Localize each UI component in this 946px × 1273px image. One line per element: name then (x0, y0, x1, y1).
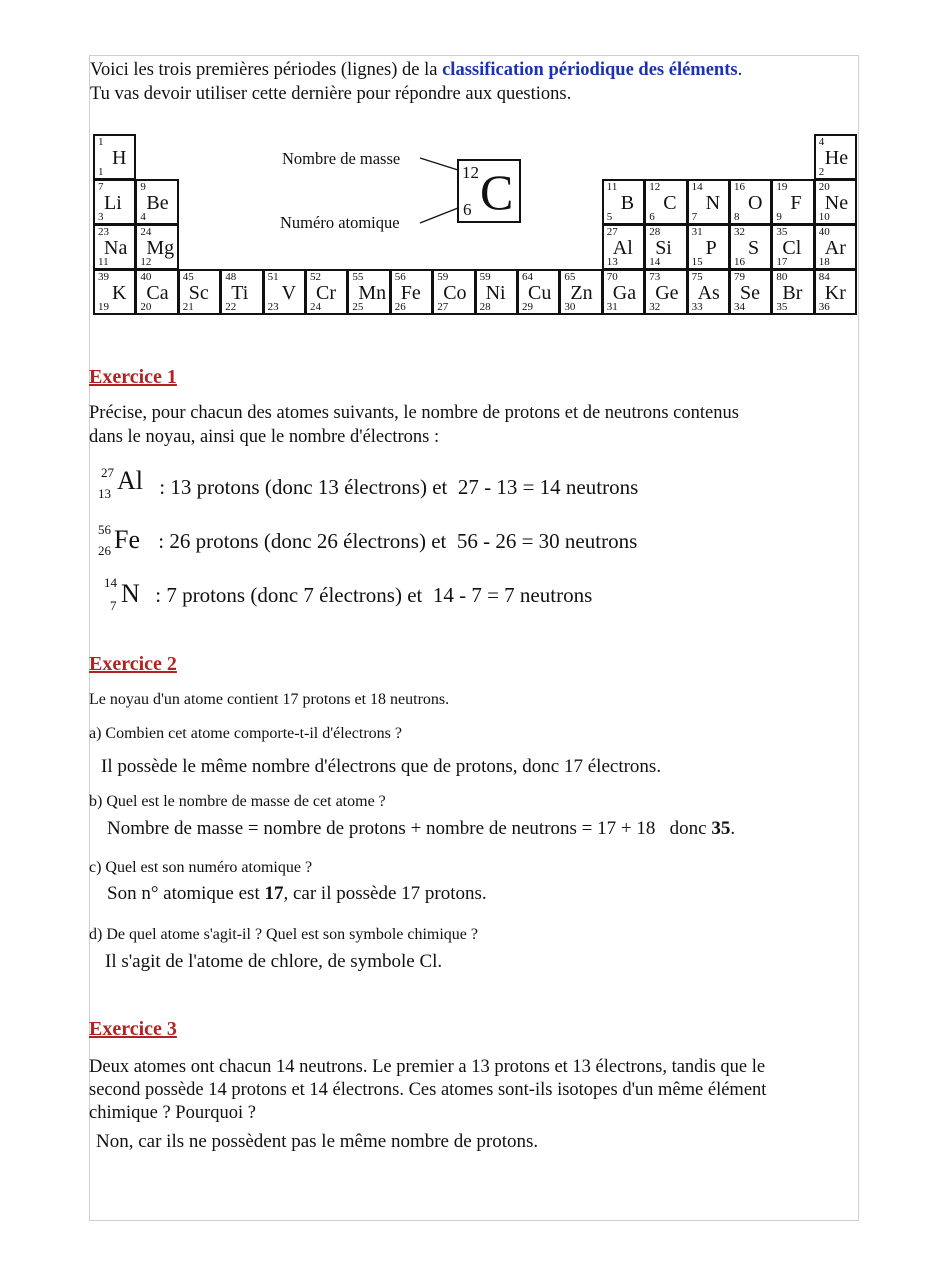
element-mass: 40 (140, 271, 152, 283)
answer-c (107, 883, 487, 905)
element-mass: 4 (818, 136, 825, 148)
answer-b-text: Nombre de masse = nombre de protons + nombre de neutrons = 17 + 18 donc (107, 818, 712, 839)
element-atomic-number: 13 (606, 256, 618, 268)
example-element-cell (457, 159, 521, 223)
exercise-1-prompt-2: dans le noyau, ainsi que le nombre d'électrons : (89, 427, 440, 447)
element-mass: 1 (98, 136, 104, 148)
element-symbol: N (705, 192, 721, 214)
element-atomic-number: 19 (98, 301, 109, 313)
exercise-2-title: Exercice 2 (89, 653, 177, 675)
element-symbol: V (281, 282, 297, 304)
exercise-3-line-3: chimique ? Pourquoi ? (89, 1103, 256, 1123)
element-mass: 48 (225, 271, 237, 283)
element-symbol: Br (782, 282, 803, 304)
answer-b (107, 818, 735, 840)
element-atomic-number: 31 (606, 301, 618, 313)
element-atomic-number: 18 (818, 256, 830, 268)
element-mass: 75 (691, 271, 703, 283)
fe-symbol: Fe (114, 525, 140, 554)
element-mass: 51 (267, 271, 279, 283)
element-symbol: Sc (188, 282, 209, 304)
mass-arrow (420, 158, 458, 170)
element-symbol: Be (146, 192, 169, 214)
element-symbol: Si (655, 237, 672, 259)
element-mass: 23 (98, 226, 109, 238)
element-atomic-number: 6 (649, 211, 655, 223)
element-mass: 40 (818, 226, 830, 238)
element-mass: 19 (776, 181, 788, 193)
element-atomic-number: 27 (437, 301, 449, 313)
element-mass: 45 (182, 271, 194, 283)
element-symbol: Ge (655, 282, 679, 304)
element-mass: 16 (734, 181, 745, 193)
element-mass: 84 (818, 271, 830, 283)
element-symbol: Al (612, 237, 633, 259)
element-mass: 35 (776, 226, 788, 238)
element-mass: 27 (606, 226, 618, 238)
element-atomic-number: 15 (691, 256, 703, 268)
example-symbol: C (480, 164, 514, 220)
element-mass: 52 (310, 271, 321, 283)
element-atomic-number: 28 (479, 301, 491, 313)
mass-number-label: Nombre de masse (282, 149, 401, 168)
element-symbol: Zn (570, 282, 593, 304)
element-atomic-number: 29 (522, 301, 533, 313)
fe-z: 26 (98, 543, 111, 558)
al-z: 13 (98, 486, 111, 501)
element-symbol: B (620, 192, 635, 214)
element-atomic-number: 10 (818, 211, 830, 223)
element-atomic-number: 2 (818, 166, 825, 178)
fe-mass: 56 (98, 522, 111, 537)
question-d: d) De quel atome s'agit-il ? Quel est son symbole chimique ? (89, 926, 479, 943)
element-mass: 73 (649, 271, 661, 283)
element-atomic-number: 11 (98, 256, 109, 268)
example-z: 6 (463, 200, 472, 219)
element-mass: 28 (649, 226, 661, 238)
element-atomic-number: 25 (352, 301, 364, 313)
n-mass: 14 (104, 575, 117, 590)
element-mass: 70 (606, 271, 618, 283)
element-atomic-number: 36 (818, 301, 830, 313)
n-z: 7 (110, 598, 117, 613)
element-mass: 59 (437, 271, 449, 283)
element-mass: 24 (140, 226, 152, 238)
element-atomic-number: 17 (776, 256, 788, 268)
element-symbol: P (705, 237, 717, 259)
element-mass: 65 (564, 271, 576, 283)
element-atomic-number: 32 (649, 301, 661, 313)
element-mass: 32 (734, 226, 745, 238)
element-symbol: Na (104, 237, 128, 259)
element-symbol: C (663, 192, 677, 214)
element-atomic-number: 9 (776, 211, 782, 223)
element-symbol: Co (443, 282, 467, 304)
element-symbol: Cu (528, 282, 552, 304)
answer-b-value: 35 (711, 818, 731, 839)
element-symbol: Ni (485, 282, 506, 304)
answer-c-text: Son n° atomique est (107, 883, 265, 904)
element-atomic-number: 34 (734, 301, 745, 313)
element-atomic-number: 4 (140, 211, 146, 223)
element-atomic-number: 8 (734, 211, 740, 223)
element-atomic-number: 24 (310, 301, 321, 313)
exercise-3-line-2: second possède 14 protons et 14 électrons. Ces atomes sont-ils isotopes d'un même élément (89, 1080, 767, 1100)
element-atomic-number: 7 (691, 211, 698, 223)
exercise-2-intro: Le noyau d'un atome contient 17 protons et 18 neutrons. (89, 691, 450, 708)
element-atomic-number: 33 (691, 301, 703, 313)
question-b: b) Quel est le nombre de masse de cet atome ? (89, 793, 386, 810)
element-atomic-number: 30 (564, 301, 576, 313)
element-symbol: K (112, 282, 127, 304)
exercise-3-title: Exercice 3 (89, 1018, 177, 1040)
element-symbol: Fe (400, 282, 421, 304)
intro-line-2: Tu vas devoir utiliser cette dernière pour répondre aux questions. (90, 84, 572, 104)
element-atomic-number: 23 (267, 301, 279, 313)
element-symbol: Mg (146, 237, 175, 259)
element-mass: 39 (98, 271, 109, 283)
element-mass: 64 (522, 271, 533, 283)
element-mass: 31 (691, 226, 703, 238)
n-answer: : 7 protons (donc 7 électrons) et 14 - 7 = 7 neutrons (150, 583, 593, 607)
answer-c-end: , car il possède 17 protons. (283, 883, 487, 904)
answer-b-end: . (730, 818, 736, 839)
legend-arrows (0, 0, 946, 300)
intro-highlight: classification périodique des éléments (442, 60, 738, 80)
element-atomic-number: 35 (776, 301, 788, 313)
element-symbol: He (824, 147, 849, 169)
element-symbol: Li (104, 192, 122, 214)
intro-text-a: Voici les trois premières périodes (lignes) de la (90, 60, 443, 80)
question-c: c) Quel est son numéro atomique ? (89, 859, 313, 876)
answer-a: Il possède le même nombre d'électrons que de protons, donc 17 électrons. (101, 756, 662, 777)
element-symbol: Se (740, 282, 760, 304)
element-atomic-number: 22 (225, 301, 237, 313)
al-answer: : 13 protons (donc 13 électrons) et 27 - 13 = 14 neutrons (154, 475, 639, 499)
intro-text-b: . (737, 60, 743, 80)
element-symbol: Ti (231, 282, 249, 304)
answer-c-value: 17 (264, 883, 284, 904)
answer-d: Il s'agit de l'atome de chlore, de symbole Cl. (105, 951, 443, 972)
element-mass: 7 (98, 181, 104, 193)
exercise-1-prompt-1: Précise, pour chacun des atomes suivants, le nombre de protons et de neutrons contenus (89, 403, 739, 423)
element-atomic-number: 16 (734, 256, 745, 268)
element-atomic-number: 12 (140, 256, 152, 268)
al-mass: 27 (101, 465, 114, 480)
element-symbol: F (790, 192, 802, 214)
element-symbol: Ca (146, 282, 169, 304)
element-symbol: As (697, 282, 720, 304)
element-mass: 55 (352, 271, 364, 283)
element-symbol: Cl (782, 237, 802, 259)
element-atomic-number: 5 (606, 211, 613, 223)
element-symbol: O (748, 192, 763, 214)
exercise-1-title: Exercice 1 (89, 366, 177, 388)
element-mass: 56 (394, 271, 406, 283)
element-symbol: Ga (612, 282, 637, 304)
element-mass: 59 (479, 271, 491, 283)
element-atomic-number: 14 (649, 256, 661, 268)
element-symbol: Cr (316, 282, 336, 304)
element-symbol: S (748, 237, 760, 259)
element-symbol: Kr (824, 282, 846, 304)
example-mass: 12 (462, 163, 479, 182)
n-symbol: N (121, 579, 140, 608)
element-mass: 20 (818, 181, 830, 193)
fe-answer: : 26 protons (donc 26 électrons) et 56 - 26 = 30 neutrons (153, 529, 638, 553)
element-mass: 9 (140, 181, 146, 193)
element-atomic-number: 26 (394, 301, 406, 313)
element-atomic-number: 20 (140, 301, 152, 313)
atomic-arrow (420, 208, 458, 223)
atomic-number-label: Numéro atomique (280, 213, 400, 232)
element-atomic-number: 21 (182, 301, 194, 313)
element-symbol: Mn (358, 282, 387, 304)
element-mass: 79 (734, 271, 745, 283)
exercise-3-line-1: Deux atomes ont chacun 14 neutrons. Le premier a 13 protons et 13 électrons, tandis que le (89, 1057, 766, 1077)
element-atomic-number: 3 (98, 211, 104, 223)
exercise-3-answer: Non, car ils ne possèdent pas le même nombre de protons. (96, 1131, 539, 1152)
element-mass: 14 (691, 181, 703, 193)
element-atomic-number: 1 (98, 166, 104, 178)
element-symbol: Ne (824, 192, 849, 214)
question-a: a) Combien cet atome comporte-t-il d'électrons ? (89, 725, 402, 742)
al-symbol: Al (117, 466, 143, 495)
element-mass: 12 (649, 181, 661, 193)
element-symbol: Ar (824, 237, 846, 259)
element-symbol: H (112, 147, 127, 169)
element-mass: 80 (776, 271, 788, 283)
element-mass: 11 (606, 181, 618, 193)
